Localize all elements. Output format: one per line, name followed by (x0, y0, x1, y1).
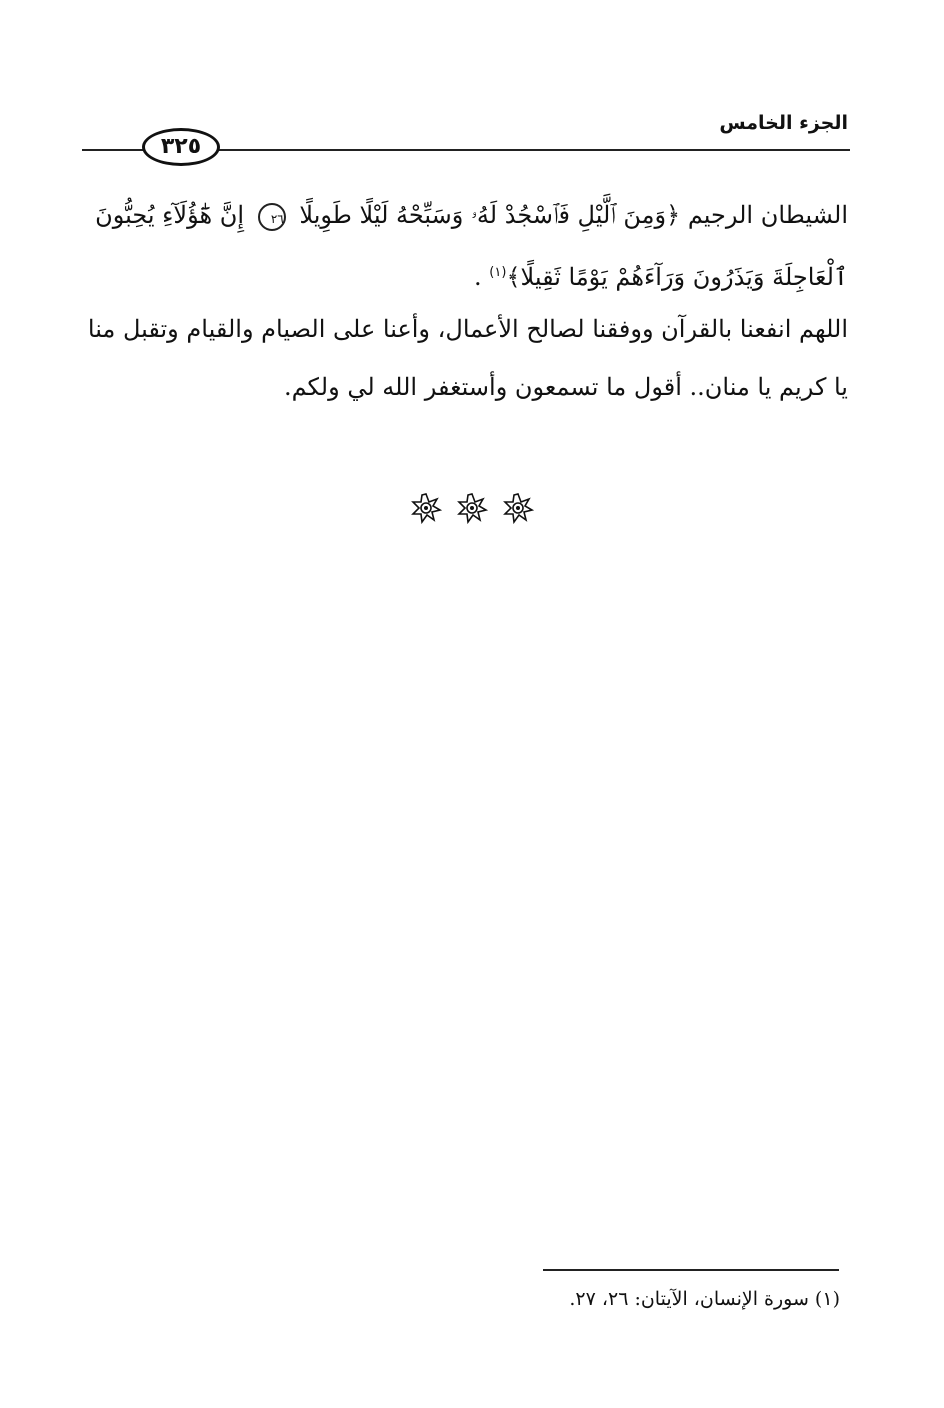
paragraph-quran-quote (82, 186, 848, 306)
quote-open-bracket: ﴿ (666, 201, 681, 229)
text-line (82, 244, 848, 306)
footnote-rule (543, 1269, 839, 1271)
floral-ornament-icon (410, 492, 442, 524)
text-line: يا كريم يا منان.. أقول ما تسمعون وأستغفر الله لي ولكم. (283, 373, 848, 401)
floral-ornament-icon (456, 492, 488, 524)
page-number: ٣٢٥ (160, 134, 202, 159)
page-number-oval (142, 128, 220, 166)
floral-ornament-icon (502, 492, 534, 524)
quran-verse-27-part2: ٱلْعَاجِلَةَ وَيَذَرُونَ وَرَآءَهُمْ يَوْمًا ثَقِيلًا (520, 263, 848, 291)
footnote: (١) سورة الإنسان، الآيتان: ٢٦، ٢٧. (569, 1288, 840, 1310)
text-line (82, 186, 848, 244)
quran-verse-27-part1: إِنَّ هَٰٓؤُلَآءِ يُحِبُّونَ (95, 201, 245, 229)
end-punctuation: . (474, 263, 482, 291)
text-line: اللهم انفعنا بالقرآن ووفقنا لصالح الأعمال، وأعنا على الصيام والقيام وتقبل منا (87, 315, 848, 343)
quran-verse-26: وَمِنَ ٱلَّيْلِ فَٱسْجُدْ لَهُۥ وَسَبِّحْهُ لَيْلًا طَوِيلًا (299, 201, 667, 229)
footnote-reference: (١) (489, 265, 507, 280)
ayah-number-marker: ٢٦ (258, 203, 286, 231)
quote-close-bracket: ﴾ (506, 263, 521, 291)
running-head: الجزء الخامس (719, 112, 848, 134)
intro-text: الشيطان الرجيم (687, 201, 848, 229)
paragraph-supplication (82, 300, 848, 416)
section-separator (0, 492, 944, 524)
